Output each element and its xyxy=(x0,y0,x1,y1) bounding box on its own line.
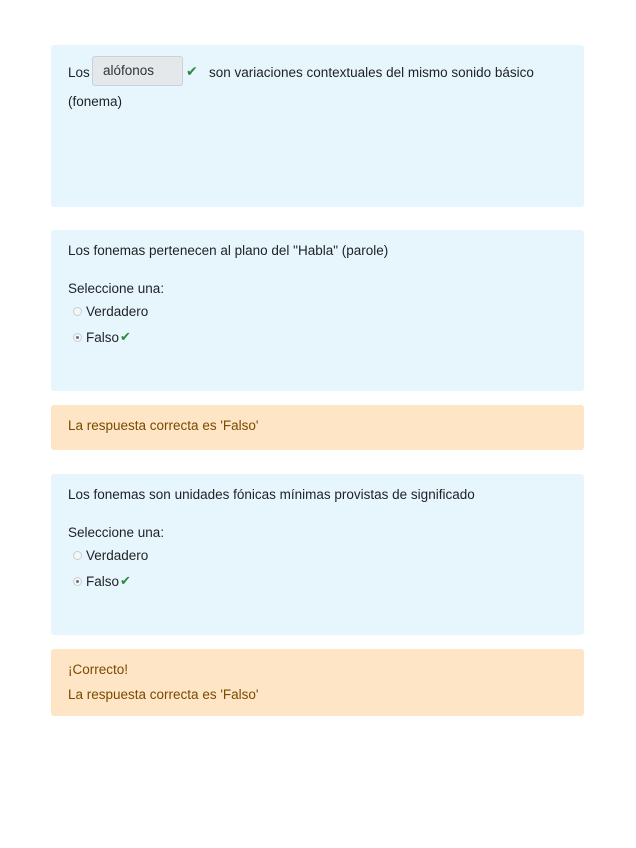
check-icon: ✔ xyxy=(186,63,198,79)
question-2-feedback xyxy=(51,405,584,450)
question-3-feedback xyxy=(51,649,584,716)
q3-radio-verdadero[interactable] xyxy=(73,551,82,560)
q2-radio-verdadero[interactable] xyxy=(73,307,82,316)
question-2-card xyxy=(51,230,584,391)
q1-answer-field[interactable]: alófonos xyxy=(92,56,183,86)
q1-text-before: Los xyxy=(68,65,90,80)
q3-radio-falso[interactable] xyxy=(73,577,82,586)
q2-correct-answer: La respuesta correcta es 'Falso' xyxy=(68,418,259,433)
q3-option-verdadero[interactable]: Verdadero xyxy=(86,548,149,563)
q2-option-verdadero[interactable]: Verdadero xyxy=(86,304,149,319)
question-3-card xyxy=(51,474,584,635)
question-1-card xyxy=(51,45,584,207)
q3-prompt: Seleccione una: xyxy=(68,525,165,540)
check-icon: ✔ xyxy=(120,573,131,588)
q3-option-falso[interactable]: Falso xyxy=(86,574,120,589)
check-icon: ✔ xyxy=(120,329,131,344)
q3-status: ¡Correcto! xyxy=(68,662,129,677)
q2-option-falso[interactable]: Falso xyxy=(86,330,120,345)
q1-text-after-line2: (fonema) xyxy=(68,94,123,109)
q3-correct-answer: La respuesta correcta es 'Falso' xyxy=(68,687,259,702)
q2-statement: Los fonemas pertenecen al plano del "Habla" (parole) xyxy=(68,243,389,258)
q2-radio-falso[interactable] xyxy=(73,333,82,342)
q2-prompt: Seleccione una: xyxy=(68,281,165,296)
q3-statement: Los fonemas son unidades fónicas mínimas provistas de significado xyxy=(68,487,475,502)
q1-text-after: son variaciones contextuales del mismo sonido básico xyxy=(209,65,534,80)
